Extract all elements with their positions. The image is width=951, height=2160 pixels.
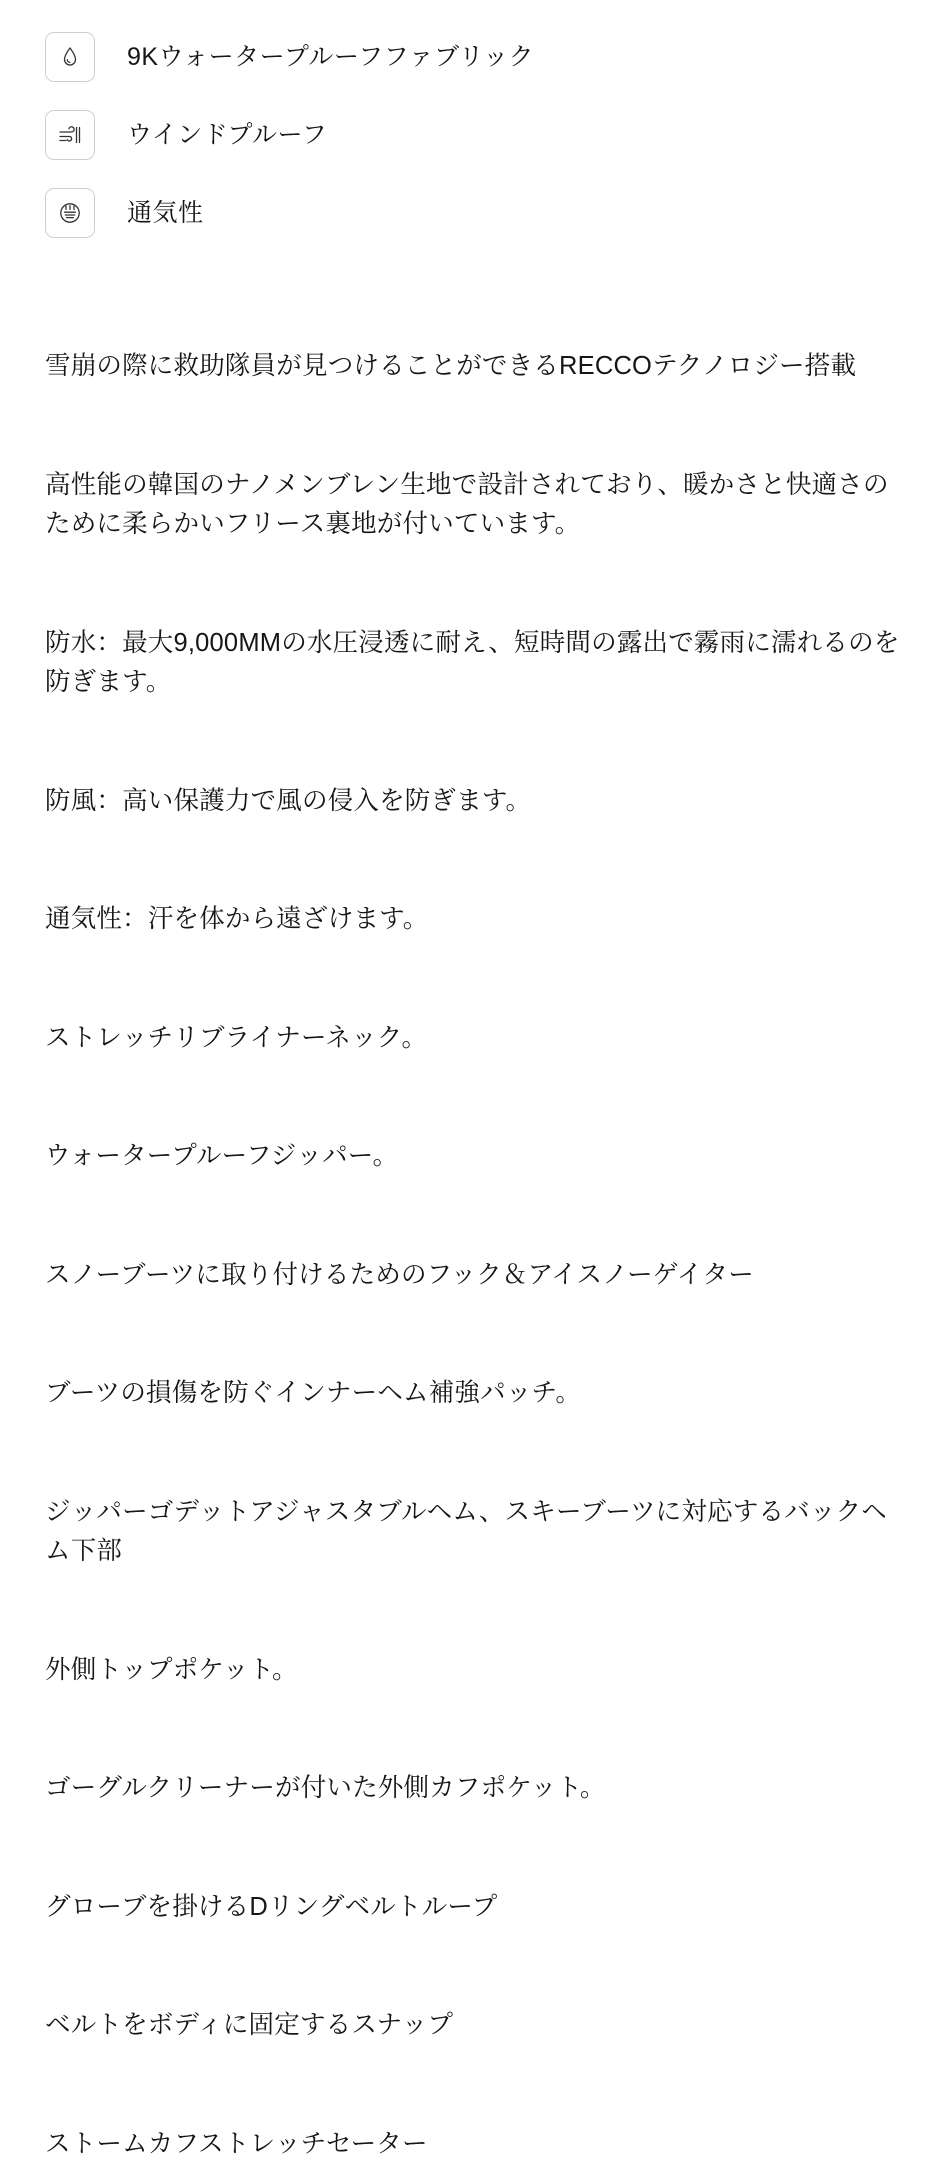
feature-row [45,96,906,174]
description-line: 外側トップポケット。 [45,1651,906,1691]
feature-list [45,18,906,252]
description-line: ストレッチリブライナーネック。 [45,1019,906,1059]
feature-label: ウインドプルーフ [127,120,327,150]
description-line: 高性能の韓国のナノメンブレン生地で設計されており、暖かさと快適さのために柔らかいフリース裏地が付いています。 [45,466,906,545]
feature-row [45,18,906,96]
description-line: ストームカフストレッチセーター [45,2125,906,2160]
description-line: ウォータープルーフジッパー。 [45,1137,906,1177]
breathable-vent-icon [45,188,95,238]
feature-label: 9Kウォータープルーフファブリック [127,42,534,72]
description-line: 雪崩の際に救助隊員が見つけることができるRECCOテクノロジー搭載 [45,347,906,387]
feature-row [45,174,906,252]
description-text [45,268,906,2160]
description-line: スノーブーツに取り付けるためのフック＆アイスノーゲイター [45,1256,906,1296]
description-line: ブーツの損傷を防ぐインナーヘム補強パッチ。 [45,1374,906,1414]
waterproof-drop-icon [45,32,95,82]
description-line: 防水：最大9,000MMの水圧浸透に耐え、短時間の露出で霧雨に濡れるのを防ぎます。 [45,624,906,703]
description-line: ジッパーゴデットアジャスタブルヘム、スキーブーツに対応するバックヘム下部 [45,1493,906,1572]
description-line: ゴーグルクリーナーが付いた外側カフポケット。 [45,1769,906,1809]
description-line: 防風：高い保護力で風の侵入を防ぎます。 [45,782,906,822]
description-line: 通気性：汗を体から遠ざけます。 [45,900,906,940]
description-line: ベルトをボディに固定するスナップ [45,2006,906,2046]
feature-label: 通気性 [127,198,204,228]
description-line: グローブを掛けるDリングベルトループ [45,1888,906,1928]
windproof-wind-icon [45,110,95,160]
